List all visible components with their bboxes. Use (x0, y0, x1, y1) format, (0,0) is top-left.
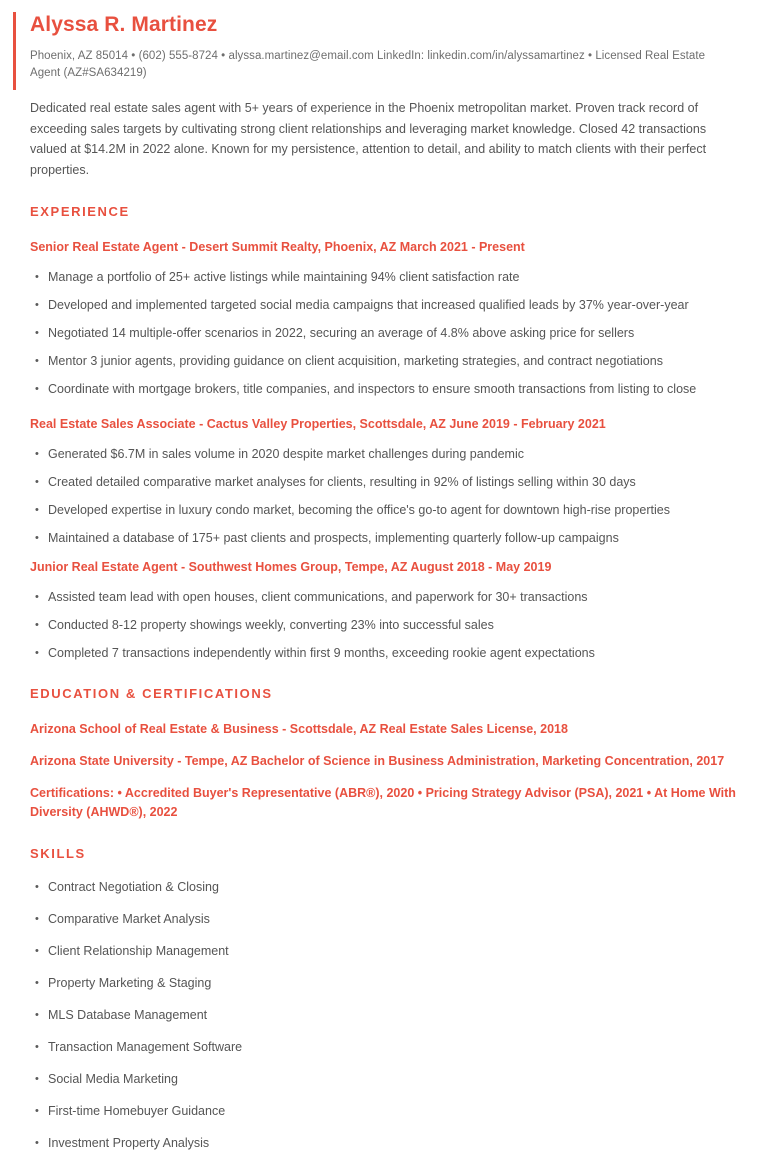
education-section (0, 685, 768, 822)
professional-summary: Dedicated real estate sales agent with 5+ years of experience in the Phoenix metropolitan market. Proven track record of exceeding sales targets by cultivating strong client relationships and leveraging market knowledge. Closed 42 transactions valued at $14.2M in 2022 alone. Known for my persistence, attention to detail, and ability to match clients with their perfect properties. (30, 101, 707, 177)
skill-item: • Comparative Market Analysis (30, 911, 746, 928)
experience-entry (30, 238, 746, 398)
experience-entry (30, 415, 746, 547)
job-bullet-list (30, 589, 746, 662)
resume-header (0, 0, 768, 82)
job-bullet: • Mentor 3 junior agents, providing guidance on client acquisition, marketing strategies, and contract negotiations (30, 353, 746, 370)
job-bullet: • Negotiated 14 multiple-offer scenarios in 2022, securing an average of 4.8% above asking price for sellers (30, 325, 746, 342)
job-bullet: • Manage a portfolio of 25+ active listings while maintaining 94% client satisfaction rate (30, 269, 746, 286)
skill-item: • MLS Database Management (30, 1007, 746, 1024)
job-bullet: • Assisted team lead with open houses, client communications, and paperwork for 30+ transactions (30, 589, 746, 606)
skill-item: • Contract Negotiation & Closing (30, 879, 746, 896)
skill-item: • Social Media Marketing (30, 1071, 746, 1088)
job-bullet: • Generated $6.7M in sales volume in 2020 despite market challenges during pandemic (30, 446, 746, 463)
skill-item: • Client Relationship Management (30, 943, 746, 960)
section-title-skills: SKILLS (30, 846, 86, 861)
skill-item: • Transaction Management Software (30, 1039, 746, 1056)
candidate-name: Alyssa R. Martinez (30, 13, 218, 36)
skill-item: • First-time Homebuyer Guidance (30, 1103, 746, 1120)
job-heading: Senior Real Estate Agent - Desert Summit Realty, Phoenix, AZ March 2021 - Present (30, 240, 525, 254)
section-title-experience: EXPERIENCE (30, 204, 130, 219)
job-bullet-list (30, 269, 746, 398)
experience-entry (30, 558, 746, 662)
experience-section (0, 203, 768, 662)
skill-item: • Investment Property Analysis (30, 1135, 746, 1152)
education-entry: Arizona School of Real Estate & Business - Scottsdale, AZ Real Estate Sales License, 2018 (30, 722, 568, 736)
job-bullet: • Maintained a database of 175+ past clients and prospects, implementing quarterly follow-up campaigns (30, 530, 746, 547)
job-bullet: • Completed 7 transactions independently within first 9 months, exceeding rookie agent expectations (30, 645, 746, 662)
job-bullet: • Created detailed comparative market analyses for clients, resulting in 92% of listings selling within 30 days (30, 474, 746, 491)
certifications-entry: Certifications: • Accredited Buyer's Representative (ABR®), 2020 • Pricing Strategy Advisor (PSA), 2021 • At Home With Diversity (AHWD®), 2022 (30, 786, 736, 819)
job-heading: Real Estate Sales Associate - Cactus Valley Properties, Scottsdale, AZ June 2019 - February 2021 (30, 417, 606, 431)
job-bullet: • Coordinate with mortgage brokers, title companies, and inspectors to ensure smooth transactions from listing to close (30, 381, 746, 398)
skills-section (0, 845, 768, 1152)
job-heading: Junior Real Estate Agent - Southwest Homes Group, Tempe, AZ August 2018 - May 2019 (30, 560, 552, 574)
job-bullet: • Conducted 8-12 property showings weekly, converting 23% into successful sales (30, 617, 746, 634)
job-bullet-list (30, 446, 746, 547)
job-bullet: • Developed and implemented targeted social media campaigns that increased qualified leads by 37% year-over-year (30, 297, 746, 314)
job-bullet: • Developed expertise in luxury condo market, becoming the office's go-to agent for downtown high-rise properties (30, 502, 746, 519)
education-entry: Arizona State University - Tempe, AZ Bachelor of Science in Business Administration, Marketing Concentration, 2017 (30, 754, 725, 768)
accent-bar-decoration (13, 12, 16, 90)
section-title-education: EDUCATION & CERTIFICATIONS (30, 686, 273, 701)
skills-list (30, 879, 746, 1152)
skill-item: • Property Marketing & Staging (30, 975, 746, 992)
contact-info-line: Phoenix, AZ 85014 • (602) 555-8724 • alyssa.martinez@email.com LinkedIn: linkedin.com/in/alyssamartinez • Licensed Real Estate Agent (AZ#SA634219) (30, 50, 706, 79)
